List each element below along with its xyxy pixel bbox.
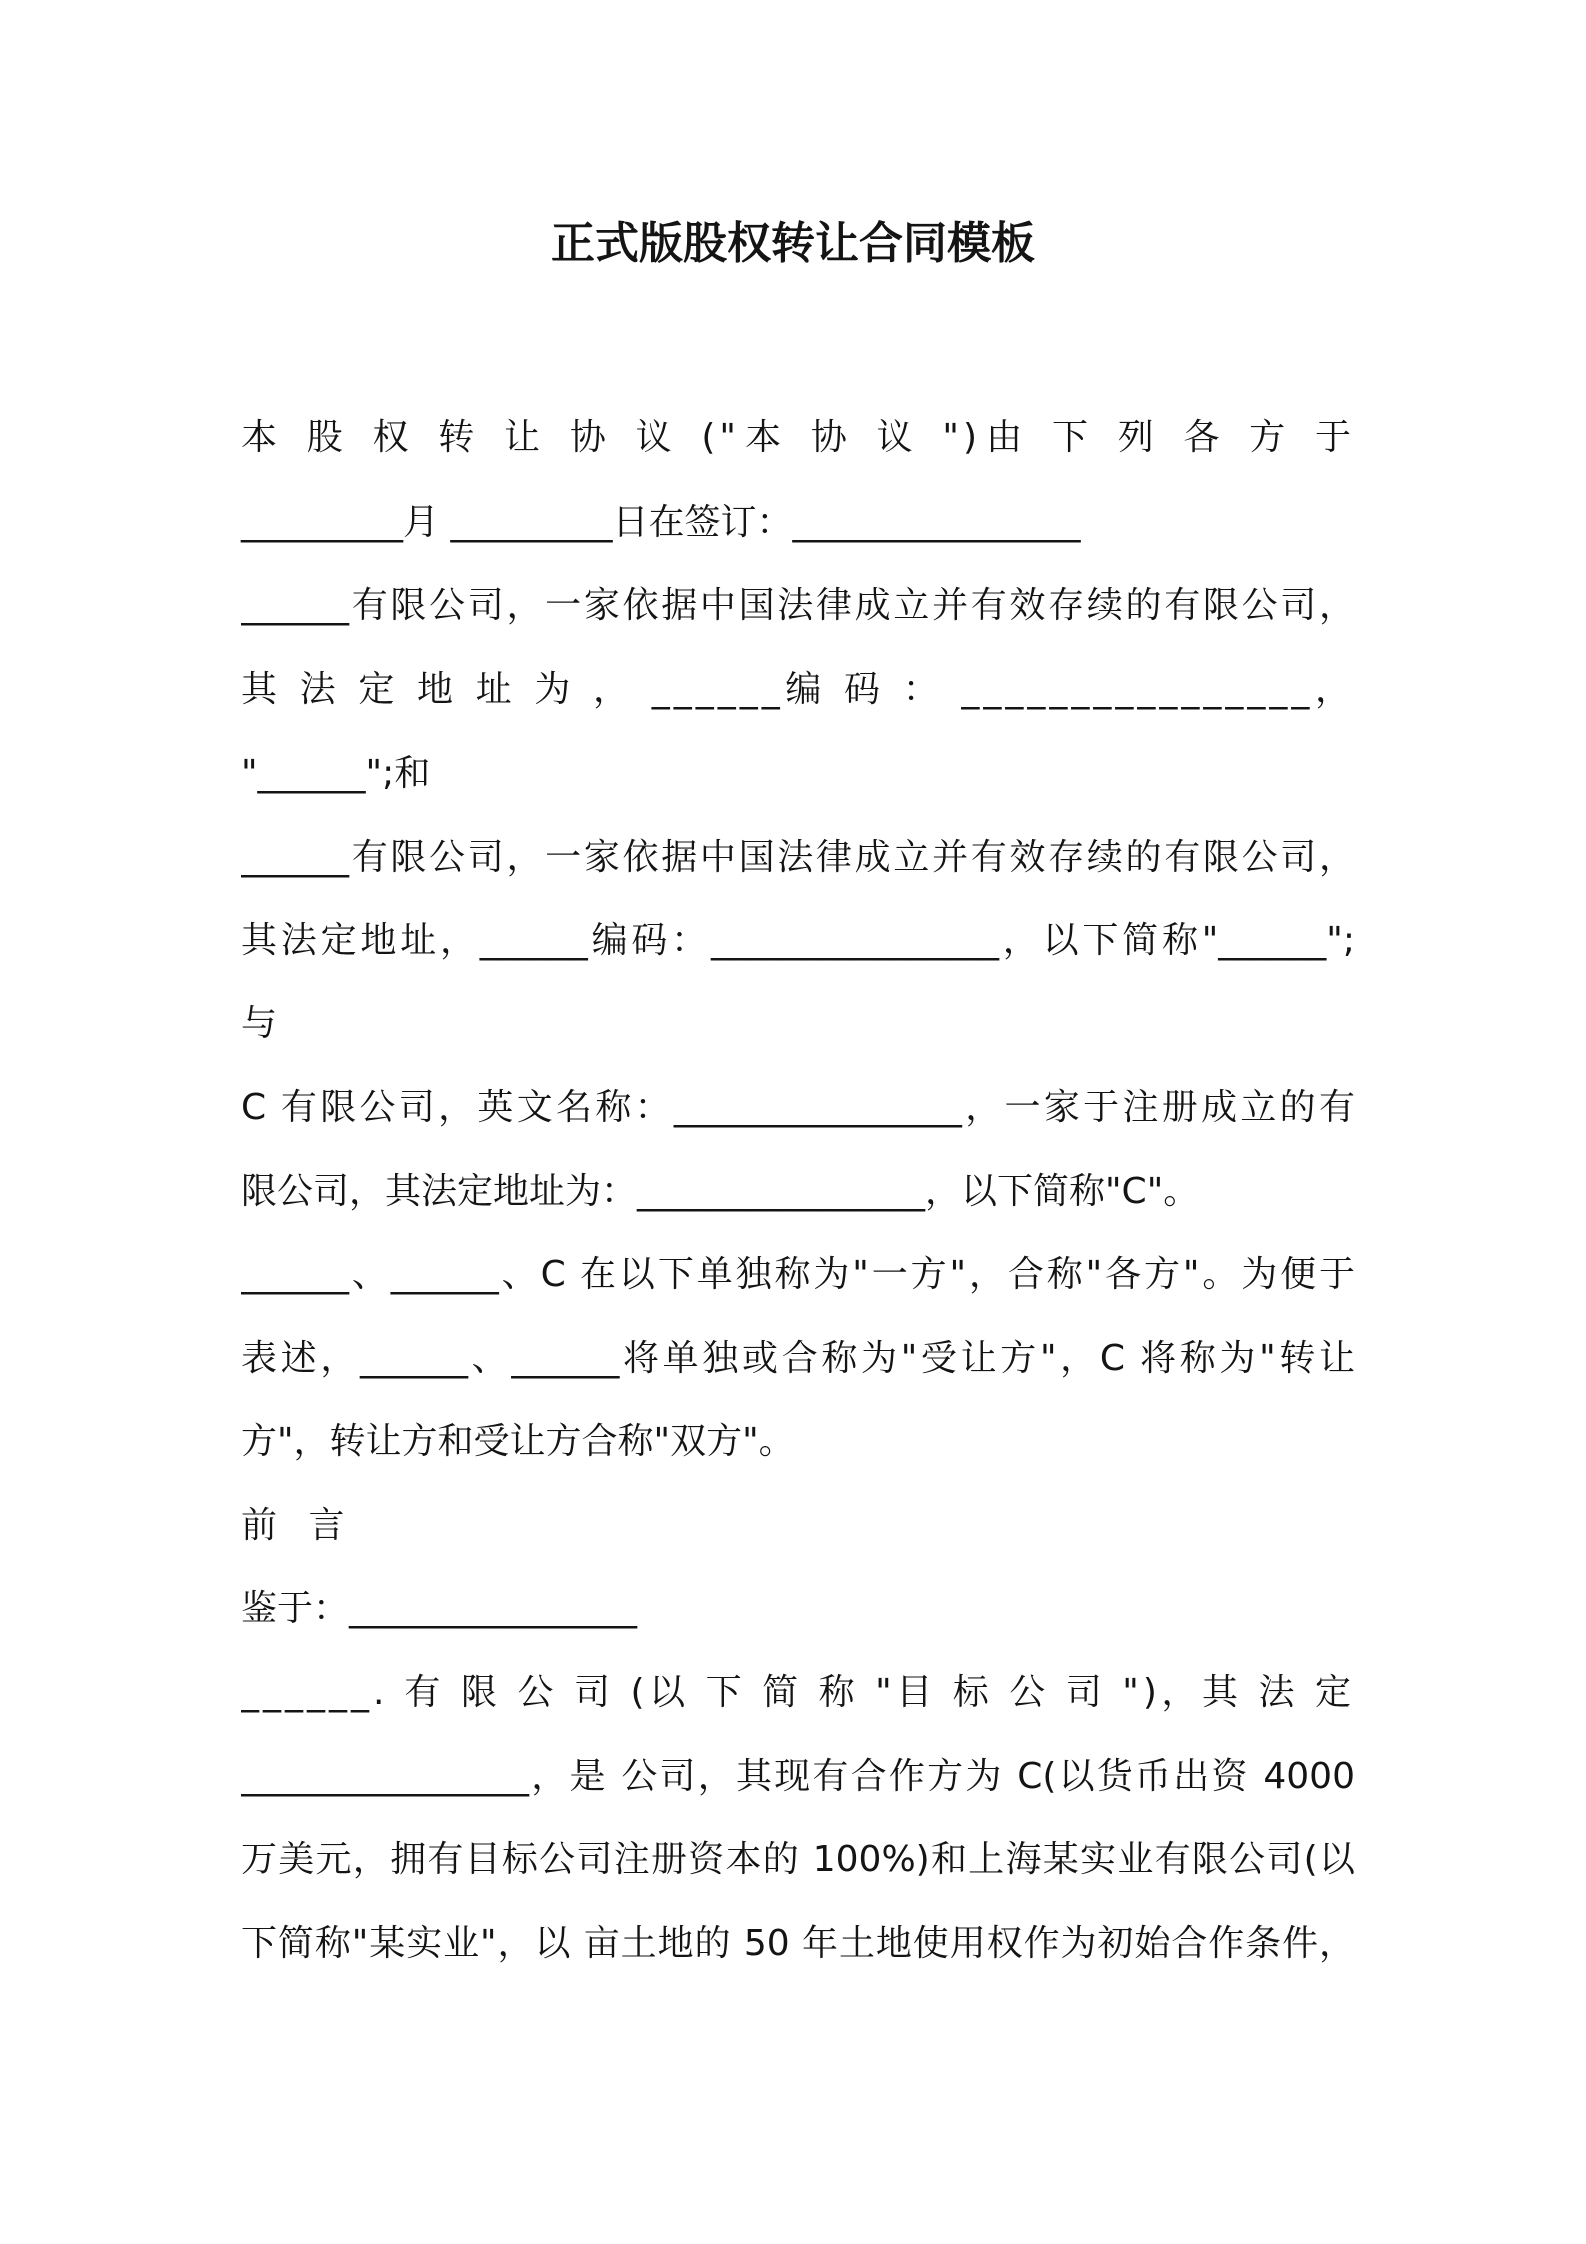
paragraph-line: 其 法 定 地 址 为 ， ______编 码 ： ________________，	[241, 669, 1355, 710]
document-title: 正式版股权转让合同模板	[551, 218, 1035, 269]
paragraph-line: 万美元，拥有目标公司注册资本的 100%)和上海某实业有限公司(以	[241, 1839, 1355, 1880]
paragraph-line: 方"，转让方和受让方合称"双方"。	[241, 1421, 795, 1462]
paragraph-line: 表述，______、______将单独或合称为"受让方"，C 将称为"转让	[241, 1338, 1355, 1379]
paragraph-line: ______有限公司，一家依据中国法律成立并有效存续的有限公司，	[241, 585, 1355, 626]
paragraph-line: ______. 有 限 公 司 (以 下 简 称 "目 标 公 司 ")，其 法 定	[241, 1672, 1355, 1713]
paragraph-line: 与	[241, 1003, 278, 1044]
paragraph-line: ________________，是 公司，其现有合作方为 C(以货币出资 4000	[241, 1756, 1355, 1797]
paragraph-line: 鉴于：________________	[241, 1588, 638, 1629]
paragraph-line: 限公司，其法定地址为：________________，以下简称"C"。	[241, 1171, 1200, 1212]
paragraph-line: 其法定地址，______编码：________________，以下简称"______";	[241, 920, 1355, 961]
paragraph-line: "______";和	[241, 753, 431, 794]
paragraph-line: ______有限公司，一家依据中国法律成立并有效存续的有限公司，	[241, 837, 1355, 878]
section-heading: 前 言	[241, 1505, 355, 1546]
paragraph-line: ______、______、C 在以下单独称为"一方"，合称"各方"。为便于	[241, 1254, 1355, 1295]
paragraph-line: 本 股 权 转 让 协 议 ("本 协 议 ")由 下 列 各 方 于	[241, 417, 1355, 458]
paragraph-line: C 有限公司，英文名称：________________，一家于注册成立的有	[241, 1087, 1355, 1128]
paragraph-line: _________月 _________日在签订：________________	[241, 502, 1081, 543]
paragraph-line: 下简称"某实业"，以 亩土地的 50 年土地使用权作为初始合作条件，	[241, 1923, 1355, 1964]
